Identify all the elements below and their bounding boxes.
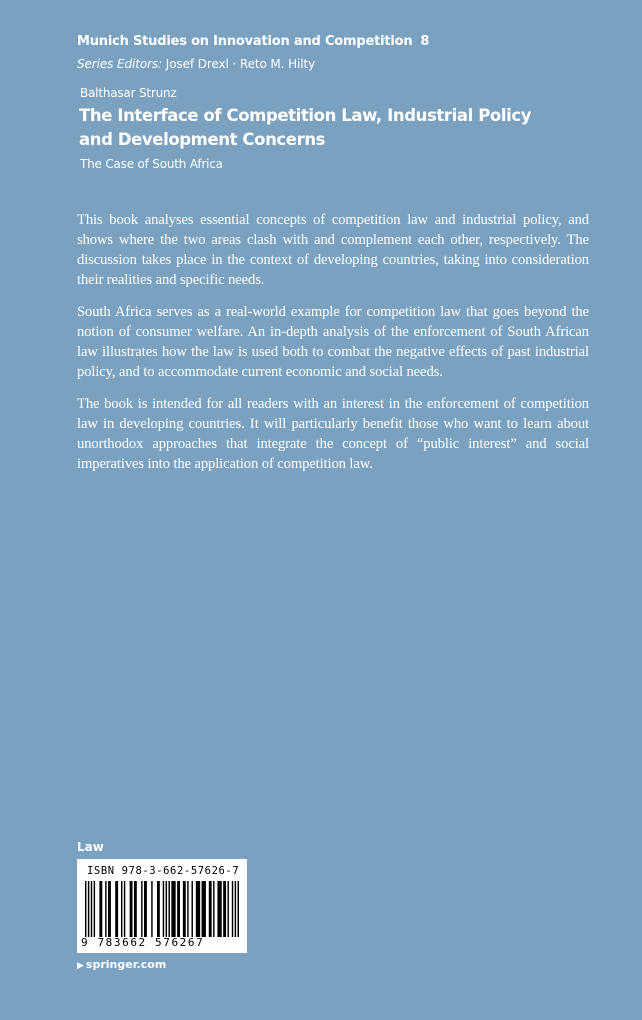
barcode-bar xyxy=(134,881,137,937)
barcode-bar xyxy=(91,881,92,937)
barcode-bar xyxy=(171,881,175,937)
publisher-link[interactable] xyxy=(77,958,166,971)
barcode-bar xyxy=(115,881,118,937)
barcode-bar xyxy=(144,881,147,937)
book-title: The Interface of Competition Law, Industrial Policy and Development Concerns xyxy=(79,106,532,149)
series-header xyxy=(77,34,429,49)
barcode-bar xyxy=(217,881,221,937)
barcode-bar xyxy=(168,881,169,937)
barcode-bar xyxy=(121,881,122,937)
barcode-bar xyxy=(227,881,228,937)
barcode-bar xyxy=(223,881,226,937)
barcode-bar xyxy=(163,881,164,937)
barcode-bar xyxy=(141,881,142,937)
barcode-bar xyxy=(94,881,95,937)
barcode-bar xyxy=(213,881,214,937)
barcode-bar xyxy=(105,881,106,937)
barcode-bar xyxy=(157,881,160,937)
barcode-bar xyxy=(130,881,133,937)
blurb-paragraph: The book is intended for all readers with an interest in the enforcement of competition law in developing countries. It will particularly benefit those who want to learn about unorthodox approaches that integrate the concept of “public interest” and social imperatives into the application of competition law. xyxy=(77,396,589,472)
barcode-bars xyxy=(85,881,239,937)
blurb-paragraph: This book analyses essential concepts of competition law and industrial policy, and shows where the two areas clash with and complement each other, respectively. The discussion takes place in the context of developing countries, taking into consideration their realities and specific needs. xyxy=(77,212,589,288)
isbn-label: ISBN 978-3-662-57626-7 xyxy=(87,865,240,877)
barcode-bar xyxy=(232,881,233,937)
barcode-bar xyxy=(187,881,188,937)
barcode-bar xyxy=(183,881,186,937)
barcode-bar xyxy=(177,881,180,937)
barcode-bar xyxy=(151,881,152,937)
barcode-bar xyxy=(99,881,102,937)
barcode-bar xyxy=(124,881,125,937)
series-number: 8 xyxy=(420,34,430,49)
barcode-bar xyxy=(196,881,200,937)
series-name: Munich Studies on Innovation and Competition xyxy=(77,34,413,49)
book-subtitle: The Case of South Africa xyxy=(80,157,223,171)
series-editors-label: Series Editors: xyxy=(77,57,163,71)
book-blurb xyxy=(77,210,589,486)
barcode-bar xyxy=(88,881,89,937)
barcode-bar xyxy=(108,881,111,937)
blurb-paragraph: South Africa serves as a real-world example for competition law that goes beyond the notion of consumer welfare. An in-depth analysis of the enforcement of South African law illustrates how the law is used both to combat the negative effects of past industrial policy, and to accommodate current economic and social needs. xyxy=(77,304,589,380)
book-author: Balthasar Strunz xyxy=(80,86,177,100)
isbn-barcode xyxy=(77,859,247,953)
series-editors-names: Josef Drexl · Reto M. Hilty xyxy=(165,57,316,71)
barcode-bar xyxy=(202,881,206,937)
barcode-bar xyxy=(85,881,86,937)
subject-category: Law xyxy=(77,840,104,854)
barcode-bar xyxy=(238,881,239,937)
barcode-bar xyxy=(166,881,167,937)
barcode-bar xyxy=(235,881,236,937)
arrow-right-icon: ▶ xyxy=(77,961,84,971)
series-editors xyxy=(77,57,315,71)
isbn-digits: 9 783662 576267 xyxy=(81,936,205,949)
barcode-bar xyxy=(192,881,193,937)
publisher-url: springer.com xyxy=(85,958,167,971)
barcode-bar xyxy=(209,881,212,937)
